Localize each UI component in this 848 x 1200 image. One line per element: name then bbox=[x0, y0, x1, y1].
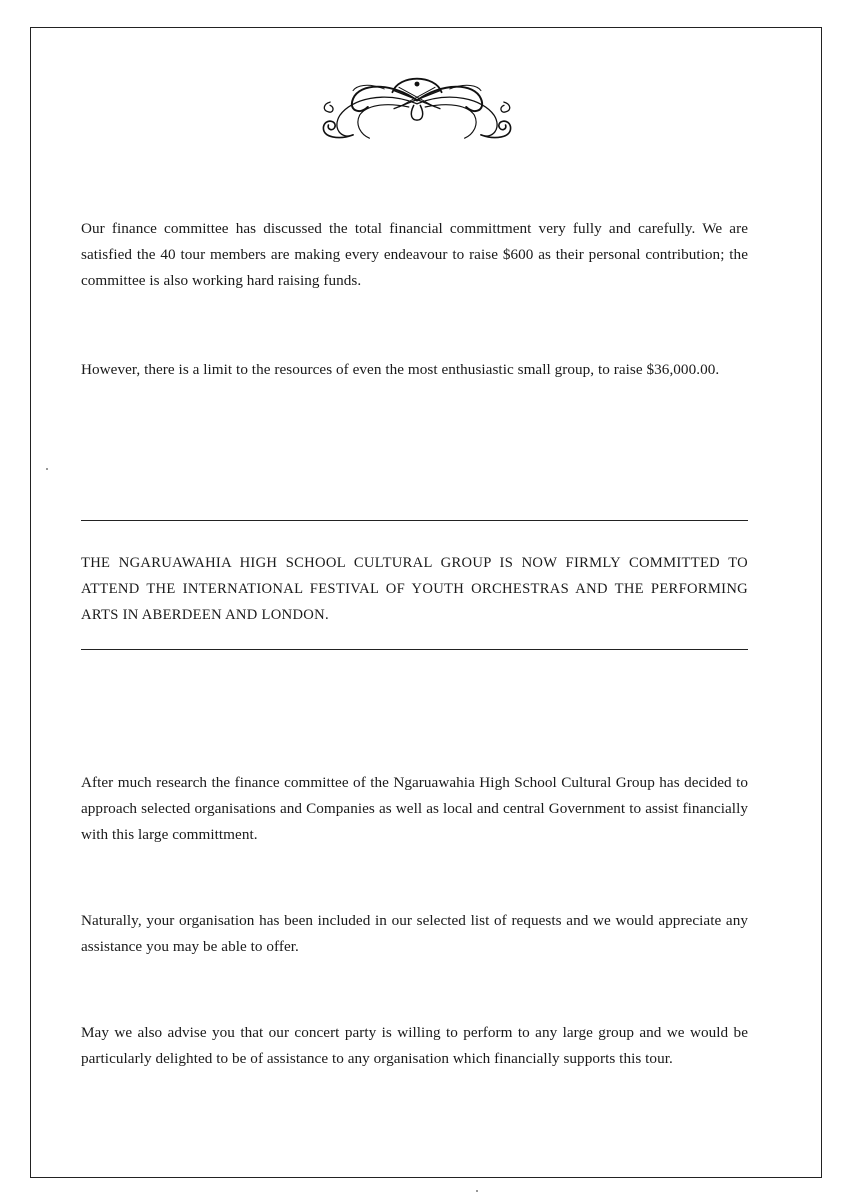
statement-divider-bottom bbox=[81, 649, 748, 650]
request-paragraph: Naturally, your organisation has been included in our selected list of requests and we would appreciate any assistance you may be able to offer. bbox=[81, 912, 748, 955]
scan-speck bbox=[46, 468, 48, 470]
calligraphic-flourish-icon bbox=[298, 66, 536, 148]
research-paragraph: After much research the finance committee of the Ngaruawahia High School Cultural Group has decided to approach selected organisations and Companies as well as local and central Government to assist financially with this large committment. bbox=[81, 774, 748, 843]
finance-committee-paragraph: Our finance committee has discussed the total financial committment very fully and carefully. We are satisfied the 40 tour members are making every endeavour to raise $600 as their personal contribution; the committee is also working hard raising funds. bbox=[81, 220, 748, 289]
scan-speck bbox=[476, 1190, 478, 1192]
commitment-statement: THE NGARUAWAHIA HIGH SCHOOL CULTURAL GROUP IS NOW FIRMLY COMMITTED TO ATTEND THE INTERNATIONAL FESTIVAL OF YOUTH ORCHESTRAS AND THE PERFORMING ARTS IN ABERDEEN AND LONDON. bbox=[81, 555, 748, 623]
concert-offer-paragraph: May we also advise you that our concert party is willing to perform to any large group and we would be particularly delighted to be of assistance to any organisation which financially supports this tour. bbox=[81, 1024, 748, 1067]
resource-limit-paragraph: However, there is a limit to the resources of even the most enthusiastic small group, to raise $36,000.00. bbox=[81, 361, 720, 378]
statement-divider-top bbox=[81, 520, 748, 521]
